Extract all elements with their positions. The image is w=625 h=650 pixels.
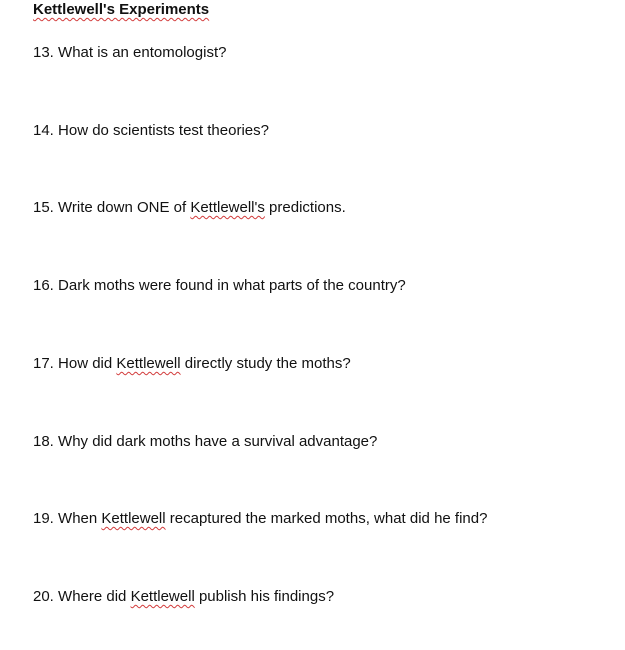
question-text: Where did — [58, 588, 131, 605]
question-number: 20. — [33, 588, 54, 605]
question-text: Dark moths were found in what parts of the country? — [58, 277, 406, 294]
question-number: 19. — [33, 510, 54, 527]
question-19 — [33, 510, 487, 528]
question-text: predictions. — [264, 199, 346, 216]
question-14 — [33, 122, 269, 140]
question-15 — [33, 199, 346, 217]
question-number: 13. — [33, 44, 54, 61]
question-16 — [33, 277, 406, 295]
question-number: 15. — [33, 199, 54, 216]
question-number: 16. — [33, 277, 54, 294]
question-17 — [33, 355, 351, 373]
question-text: Write down ONE of — [58, 199, 191, 216]
question-text: recaptured the marked moths, what did he find? — [165, 510, 488, 527]
question-text: How did — [58, 355, 117, 372]
question-text: When — [58, 510, 102, 527]
question-13 — [33, 44, 226, 62]
question-text: directly study the moths? — [180, 355, 351, 372]
question-number: 14. — [33, 122, 54, 139]
question-text: How do scientists test theories? — [58, 122, 269, 139]
misspelled-word: Kettlewell — [130, 588, 195, 605]
question-text: publish his findings? — [194, 588, 335, 605]
question-number: 17. — [33, 355, 54, 372]
misspelled-word: Kettlewell — [116, 355, 181, 372]
misspelled-word: Kettlewell — [101, 510, 166, 527]
question-text: What is an entomologist? — [58, 44, 227, 61]
page-title: Kettlewell's Experiments — [33, 1, 210, 18]
question-number: 18. — [33, 433, 54, 450]
misspelled-word: Kettlewell's — [190, 199, 265, 216]
question-18 — [33, 433, 377, 451]
question-text: Why did dark moths have a survival advantage? — [58, 433, 378, 450]
question-20 — [33, 588, 334, 606]
